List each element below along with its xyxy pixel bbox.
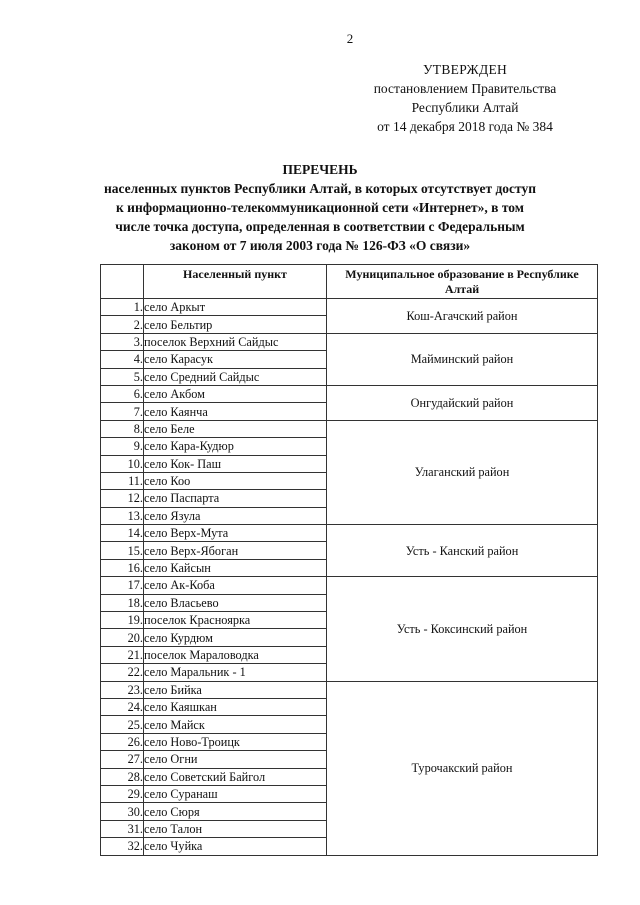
settlement-name: село Ново-Троицк: [144, 733, 327, 750]
settlement-name: поселок Мараловодка: [144, 646, 327, 663]
settlement-name: село Талон: [144, 820, 327, 837]
row-number: 26.: [101, 733, 144, 750]
table-body: [101, 299, 598, 856]
header-number: [101, 265, 144, 299]
header-settlement: Населенный пункт: [144, 265, 327, 299]
district-name: Майминский район: [327, 333, 598, 385]
row-number: 7.: [101, 403, 144, 420]
row-number: 32.: [101, 838, 144, 855]
table-row: [101, 299, 598, 316]
row-number: 17.: [101, 577, 144, 594]
settlement-name: село Огни: [144, 751, 327, 768]
approval-block: [360, 60, 570, 136]
row-number: 8.: [101, 420, 144, 437]
row-number: 25.: [101, 716, 144, 733]
row-number: 12.: [101, 490, 144, 507]
row-number: 9.: [101, 438, 144, 455]
settlement-name: село Коо: [144, 472, 327, 489]
row-number: 24.: [101, 698, 144, 715]
header-municipality: Муниципальное образование в Республике Алтай: [327, 265, 598, 299]
table-row: [101, 525, 598, 542]
approval-line: постановлением Правительства: [373, 81, 557, 96]
row-number: 11.: [101, 472, 144, 489]
district-name: Турочакский район: [327, 681, 598, 855]
settlement-name: село Беле: [144, 420, 327, 437]
row-number: 19.: [101, 612, 144, 629]
settlement-name: село Паспарта: [144, 490, 327, 507]
heading-title: ПЕРЕЧЕНЬ: [282, 162, 358, 177]
settlement-name: село Аркыт: [144, 299, 327, 316]
table-row: [101, 681, 598, 698]
row-number: 27.: [101, 751, 144, 768]
settlement-name: село Карасук: [144, 351, 327, 368]
heading-line: населенных пунктов Республики Алтай, в которых отсутствует доступ: [103, 181, 537, 196]
district-name: Улаганский район: [327, 420, 598, 524]
page-number: 2: [346, 31, 354, 46]
row-number: 4.: [101, 351, 144, 368]
district-name: Усть - Канский район: [327, 525, 598, 577]
district-name: Онгудайский район: [327, 385, 598, 420]
settlement-name: село Кок- Паш: [144, 455, 327, 472]
row-number: 16.: [101, 559, 144, 576]
table-row: [101, 385, 598, 402]
row-number: 31.: [101, 820, 144, 837]
settlement-name: село Сюря: [144, 803, 327, 820]
row-number: 22.: [101, 664, 144, 681]
table-row: [101, 333, 598, 350]
row-number: 15.: [101, 542, 144, 559]
heading-line: числе точка доступа, определенная в соответствии с Федеральным: [115, 219, 525, 234]
table-row: [101, 420, 598, 437]
settlement-name: село Средний Сайдыс: [144, 368, 327, 385]
settlement-name: село Верх-Ябоган: [144, 542, 327, 559]
row-number: 13.: [101, 507, 144, 524]
row-number: 20.: [101, 629, 144, 646]
settlement-name: село Каянча: [144, 403, 327, 420]
settlement-name: село Суранаш: [144, 785, 327, 802]
row-number: 1.: [101, 299, 144, 316]
heading-line: законом от 7 июля 2003 года № 126-ФЗ «О связи»: [169, 238, 471, 253]
approval-line: Республики Алтай: [411, 100, 519, 115]
district-name: Усть - Коксинский район: [327, 577, 598, 681]
settlement-name: село Бийка: [144, 681, 327, 698]
settlement-name: село Акбом: [144, 385, 327, 402]
table-header-row: [101, 265, 598, 299]
table-row: [101, 577, 598, 594]
settlement-name: село Кара-Кудюр: [144, 438, 327, 455]
settlement-name: село Каяшкан: [144, 698, 327, 715]
settlement-name: село Чуйка: [144, 838, 327, 855]
row-number: 14.: [101, 525, 144, 542]
heading-line: к информационно-телекоммуникационной сети «Интернет», в том: [116, 200, 524, 215]
settlement-name: поселок Верхний Сайдыс: [144, 333, 327, 350]
row-number: 21.: [101, 646, 144, 663]
row-number: 5.: [101, 368, 144, 385]
settlement-name: село Майск: [144, 716, 327, 733]
approval-title: УТВЕРЖДЕН: [422, 62, 508, 77]
settlement-name: село Курдюм: [144, 629, 327, 646]
settlement-name: село Советский Байгол: [144, 768, 327, 785]
settlement-name: село Язула: [144, 507, 327, 524]
row-number: 2.: [101, 316, 144, 333]
row-number: 30.: [101, 803, 144, 820]
settlement-name: село Власьево: [144, 594, 327, 611]
row-number: 18.: [101, 594, 144, 611]
settlement-name: село Бельтир: [144, 316, 327, 333]
approval-date: от 14 декабря 2018 года № 384: [377, 119, 553, 134]
settlement-name: поселок Красноярка: [144, 612, 327, 629]
settlement-name: село Кайсын: [144, 559, 327, 576]
row-number: 23.: [101, 681, 144, 698]
settlement-name: село Ак-Коба: [144, 577, 327, 594]
district-name: Кош-Агачский район: [327, 299, 598, 334]
settlement-name: село Маральник - 1: [144, 664, 327, 681]
row-number: 10.: [101, 455, 144, 472]
row-number: 29.: [101, 785, 144, 802]
row-number: 3.: [101, 333, 144, 350]
settlements-table: [100, 264, 598, 856]
settlement-name: село Верх-Мута: [144, 525, 327, 542]
document-heading: [100, 160, 540, 255]
row-number: 6.: [101, 385, 144, 402]
row-number: 28.: [101, 768, 144, 785]
